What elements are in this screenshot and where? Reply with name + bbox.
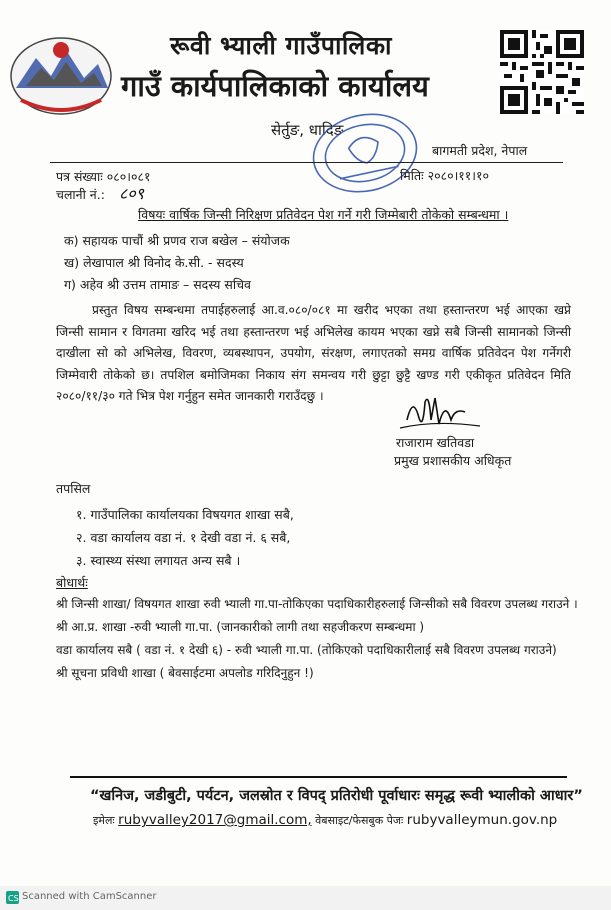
signatory-name: राजाराम खतिवडा xyxy=(396,435,475,450)
email-label: इमेलः xyxy=(93,814,115,827)
member-item: ख) लेखापाल श्री विनोद के.सी. - सदस्य xyxy=(64,255,244,270)
handwritten-signature xyxy=(395,390,485,435)
bodharth-item: श्री जिन्सी शाखा/ विषयगत शाखा रुवी भ्याली गा.पा-तोकिएका पदाधिकारीहरुलाई जिन्सीको सबै विवरण उपलब्ध गराउने । xyxy=(56,597,578,611)
office-seal-stamp xyxy=(305,105,425,200)
member-item: ग) अहेव श्री उत्तम तामाङ – सदस्य सचिव xyxy=(64,277,251,292)
member-item: क) सहायक पाचौं श्री प्रणव राज बखेल – संयोजक xyxy=(64,233,290,248)
dispatch-label: चलानी नं.: xyxy=(56,187,105,202)
office-name: गाउँ कार्यपालिकाको कार्यालय xyxy=(121,69,429,103)
tapasil-item: ३. स्वास्थ्य संस्था लगायत अन्य सबै । xyxy=(76,553,241,568)
bodharth-item: श्री आ.प्र. शाखा -रुवी भ्याली गा.पा. (जानकारीको लागी तथा सहजीकरण सम्बन्धमा ) xyxy=(56,620,425,634)
letter-body: प्रस्तुत विषय सम्बन्धमा तपाईहरुलाई आ.व.०८०/०८१ मा खरीद भएका तथा हस्तान्तरण भई आएका खप्ने जिन्सी सामान र विगतमा खरिद भई तथा हस्तान्तरण भई अभिलेख कायम भएका खप्ने सबै जिन्सी सामानको जिन्सी दाखीला सो को अभिलेख, विवरण, व्यबस्थापन, उपयोग, संरक्षण, लगाएतको समग्र वार्षिक प्रतिवेदन पेश गर्नेगरी जिम्मेवारी तोकेको छ। तपशिल बमोजिमका निकाय संग समन्वय गरी छुट्टा छुट्टै खण्ड गरी एकीकृत प्रतिवेदन मिति २०८०/११/३० गते भित्र पेश गर्नुहुन समेत जानकारी गराउँदछु । xyxy=(56,303,571,403)
letter-date: मितिः २०८०।११।१० xyxy=(400,168,490,183)
scanner-watermark: Scanned with CamScanner xyxy=(22,891,157,902)
municipality-name: रूवी भ्याली गाउँपालिका xyxy=(170,31,393,60)
header-divider xyxy=(50,162,563,163)
province-label: बागमती प्रदेश, नेपाल xyxy=(432,143,528,158)
footer-contact xyxy=(93,812,557,828)
letter-subject: विषयः वार्षिक जिन्सी निरिक्षण प्रतिवेदन पेश गर्ने गरी जिम्मेबारी तोकेको सम्बन्धमा । xyxy=(138,207,509,222)
bodharth-item: श्री सूचना प्रविधी शाखा ( बेवसाईटमा अपलोड गरिदिनुहुन !) xyxy=(56,666,314,680)
website-label: वेबसाइट/फेसबुक पेजः xyxy=(315,814,404,827)
tapasil-item: १. गाउँपालिका कार्यालयका विषयगत शाखा सबै, xyxy=(76,507,294,522)
email-link[interactable]: rubyvalley2017@gmail.com, xyxy=(118,812,312,828)
camscanner-logo-icon xyxy=(6,891,19,904)
nepal-emblem-icon xyxy=(6,28,116,118)
svg-text:CS: CS xyxy=(8,894,19,903)
website-link[interactable]: rubyvalleymun.gov.np xyxy=(406,812,558,828)
office-address: सेर्तुङ, धादिङ xyxy=(271,121,344,139)
tapasil-item: २. वडा कार्यालय वडा नं. १ देखी वडा नं. ६ सबै, xyxy=(76,530,291,545)
dispatch-number: ८०९ xyxy=(119,184,144,203)
qr-code-icon xyxy=(500,30,584,114)
bodharth-heading: बोधार्थः xyxy=(56,575,88,590)
signatory-title: प्रमुख प्रशासकीय अधिकृत xyxy=(394,453,512,468)
footer-slogan: “खनिज, जडीबुटी, पर्यटन, जलस्रोत र विपद् प्रतिरोधी पूर्वाधारः समृद्ध रूवी भ्यालीको आधार” xyxy=(90,788,583,804)
reference-number: पत्र संख्याः ०८०।०८१ xyxy=(56,169,151,184)
tapasil-heading: तपसिल xyxy=(56,481,91,496)
bodharth-item: वडा कार्यालय सबै ( वडा नं. १ देखी ६) - रुवी भ्याली गा.पा. (तोकिएको पदाधिकारीलाई सबै विवरण उपलब्ध गराउने) xyxy=(56,643,557,657)
footer-divider xyxy=(70,776,567,778)
